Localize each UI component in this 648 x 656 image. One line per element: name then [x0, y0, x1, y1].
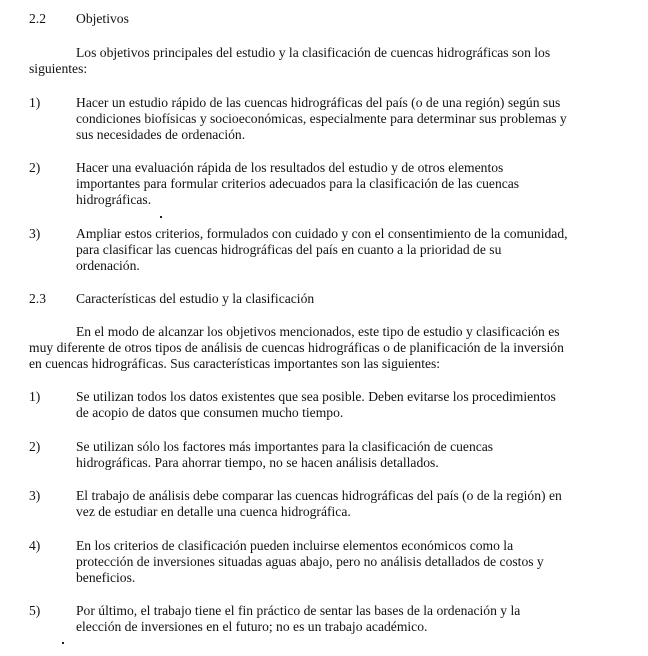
paragraph-line: en cuencas hidrográficas. Sus características importantes son las siguientes:	[29, 356, 441, 371]
item-line: condiciones biofísicas y socioeconómicas, especialmente para determinar sus problemas y	[76, 111, 567, 126]
item-line: elección de inversiones en el futuro; no es un trabajo académico.	[76, 619, 428, 634]
item-number: 1)	[29, 95, 41, 110]
item-line: hidrográficas.	[76, 192, 152, 207]
item-line: Se utilizan sólo los factores más importantes para la clasificación de cuencas	[76, 439, 494, 454]
paragraph-line: Los objetivos principales del estudio y la clasificación de cuencas hidrográficas son los	[76, 45, 551, 60]
item-number: 1)	[29, 389, 41, 404]
item-line: sus necesidades de ordenación.	[76, 127, 246, 142]
item-line: vez de estudiar en detalle una cuenca hidrográfica.	[76, 504, 351, 519]
item-line: Hacer un estudio rápido de las cuencas hidrográficas del país (o de una región) según sus	[76, 95, 561, 110]
item-number: 5)	[29, 603, 41, 618]
scan-speck	[62, 642, 64, 644]
item-number: 3)	[29, 226, 41, 241]
item-line: importantes para formular criterios adecuados para la clasificación de las cuencas	[76, 176, 520, 191]
item-number: 4)	[29, 538, 41, 553]
item-line: para clasificar las cuencas hidrográficas del país en cuanto a la prioridad de su	[76, 242, 502, 257]
item-line: hidrográficas. Para ahorrar tiempo, no se hacen análisis detallados.	[76, 455, 439, 470]
item-number: 2)	[29, 439, 41, 454]
section-title: Objetivos	[76, 11, 129, 26]
paragraph-line: muy diferente de otros tipos de análisis de cuencas hidrográficas o de planificación de la inversión	[29, 340, 564, 355]
item-line: ordenación.	[76, 258, 140, 273]
item-line: Se utilizan todos los datos existentes que sea posible. Deben evitarse los procedimientos	[76, 389, 556, 404]
item-line: de acopio de datos que consumen mucho tiempo.	[76, 405, 344, 420]
item-line: Ampliar estos criterios, formulados con cuidado y con el consentimiento de la comunidad,	[76, 226, 568, 241]
section-title: Características del estudio y la clasificación	[76, 291, 315, 306]
item-line: El trabajo de análisis debe comparar las cuencas hidrográficas del país (o de la región) en	[76, 488, 562, 503]
item-line: En los criterios de clasificación pueden incluirse elementos económicos como la	[76, 538, 514, 553]
paragraph-line: En el modo de alcanzar los objetivos mencionados, este tipo de estudio y clasificación es	[76, 324, 560, 339]
item-number: 3)	[29, 488, 41, 503]
section-number: 2.2	[29, 11, 46, 26]
item-line: protección de inversiones situadas aguas abajo, pero no análisis detallados de costos y	[76, 554, 544, 569]
item-number: 2)	[29, 160, 41, 175]
section-number: 2.3	[29, 291, 46, 306]
scan-speck	[160, 216, 162, 218]
item-line: Hacer una evaluación rápida de los resultados del estudio y de otros elementos	[76, 160, 504, 175]
item-line: beneficios.	[76, 570, 136, 585]
item-line: Por último, el trabajo tiene el fin práctico de sentar las bases de la ordenación y la	[76, 603, 521, 618]
paragraph-line: siguientes:	[29, 61, 88, 76]
